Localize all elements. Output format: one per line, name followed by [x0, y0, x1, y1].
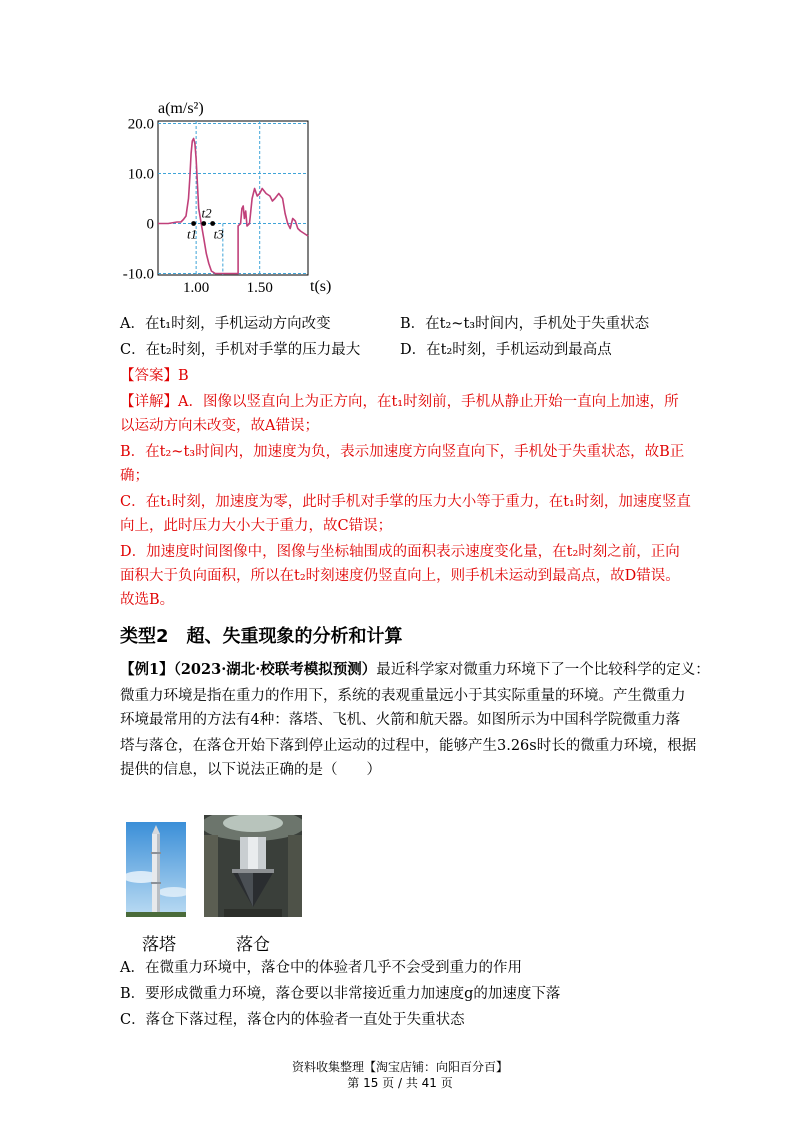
point-t1	[191, 221, 196, 226]
x-tick-label: 1.50	[246, 280, 273, 296]
example-line-4: 塔与落仓，在落仓开始下落到停止运动的过程中，能够产生3.26s时长的微重力环境，根据	[120, 738, 697, 754]
point-t3	[210, 221, 215, 226]
option-a-bottom: A．在微重力环境中，落仓中的体验者几乎不会受到重力的作用	[120, 960, 522, 976]
option-b-bottom: B．要形成微重力环境，落仓要以非常接近重力加速度g的加速度下落	[120, 986, 561, 1002]
example-line-3: 环境最常用的方法有4种：落塔、飞机、火箭和航天器。如图所示为中国科学院微重力落	[120, 712, 681, 728]
option-c-bottom: C．落仓下落过程，落仓内的体验者一直处于失重状态	[120, 1012, 465, 1028]
footer-page-number: 第 15 页 / 共 41 页	[347, 1076, 453, 1090]
detail-line-7: D．加速度时间图像中，图像与坐标轴围成的面积表示速度变化量，在t₂时刻之前，正向	[120, 544, 680, 560]
example-first-line	[120, 660, 710, 680]
point-label-t1: t1	[187, 226, 198, 242]
example-line-2: 微重力环境是指在重力的作用下，系统的表观重量远小于其实际重量的环境。产生微重力	[120, 688, 686, 704]
chart-svg	[110, 95, 350, 310]
drop-tower-photo	[126, 822, 186, 917]
option-b-top: B．在t₂~t₃时间内，手机处于失重状态	[400, 316, 650, 332]
answer: 【答案】B	[120, 368, 189, 384]
drop-capsule-photo	[204, 815, 302, 917]
section-heading: 类型2 超、失重现象的分析和计算	[120, 626, 403, 647]
detail-line-5: C．在t₁时刻，加速度为零，此时手机对手掌的压力大小等于重力，在t₁时刻，加速度竖直	[120, 494, 691, 510]
detail-line-8: 面积大于负向面积，所以在t₂时刻速度仍竖直向上，则手机未运动到最高点，故D错误。	[120, 568, 680, 584]
y-tick-label: 20.0	[127, 116, 154, 133]
caption-tower: 落塔	[142, 935, 176, 955]
example-line-5: 提供的信息，以下说法正确的是（ ）	[120, 762, 381, 778]
caption-capsule: 落仓	[236, 935, 270, 955]
x-tick-label: 1.00	[183, 280, 210, 296]
detail-line-3: B．在t₂~t₃时间内，加速度为负，表示加速度方向竖直向下，手机处于失重状态，故B正	[120, 444, 685, 460]
detail-line-2: 以运动方向未改变，故A错误；	[120, 418, 319, 434]
y-axis-label: a(m/s²)	[158, 100, 204, 117]
y-tick-label: 10.0	[127, 166, 154, 183]
plot-frame	[158, 121, 308, 275]
series-line	[158, 139, 308, 274]
detail-line-4: 确；	[120, 468, 149, 484]
y-tick-label: -10.0	[122, 266, 154, 283]
detail-line-9: 故选B。	[120, 592, 175, 608]
detail-line-6: 向上，此时压力大小大于重力，故C错误；	[120, 518, 393, 534]
y-tick-label: 0	[146, 216, 154, 233]
x-axis-label: t(s)	[310, 278, 332, 295]
option-d-top: D．在t₂时刻，手机运动到最高点	[400, 342, 612, 358]
point-label-t3: t3	[213, 226, 224, 242]
acceleration-time-chart	[110, 95, 350, 310]
point-label-t2: t2	[201, 205, 212, 221]
option-c-top: C．在t₂时刻，手机对手掌的压力最大	[120, 342, 361, 358]
detail-line-1: 【详解】A．图像以竖直向上为正方向，在t₁时刻前，手机从静止开始一直向上加速，所	[120, 394, 679, 410]
example-line-1: 最近科学家对微重力环境下了一个比较科学的定义：	[376, 662, 710, 678]
option-a-top: A．在t₁时刻，手机运动方向改变	[120, 316, 331, 332]
example-tag: 【例1】（2023·湖北·校联考模拟预测）	[120, 661, 377, 678]
point-t2	[201, 221, 206, 226]
footer-source: 资料收集整理【淘宝店铺：向阳百分百】	[291, 1060, 508, 1074]
